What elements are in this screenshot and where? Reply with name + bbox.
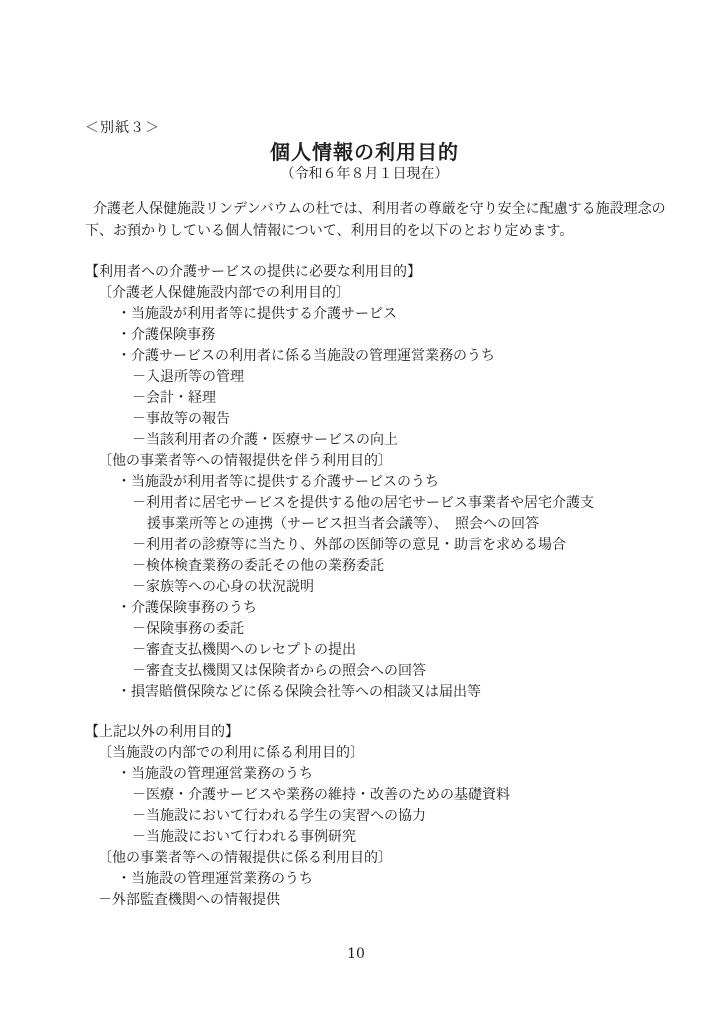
intro-paragraph [85, 198, 666, 242]
doc-line: 〔他の事業者等への情報提供に係る利用目的〕 [98, 850, 392, 866]
doc-line: －当該利用者の介護・医療サービスの向上 [132, 432, 398, 448]
doc-line: ・当施設の管理運営業務のうち [117, 766, 313, 782]
doc-line: 【利用者への介護サービスの提供に必要な利用目的】 [85, 264, 421, 280]
doc-line: －審査支払機関又は保険者からの照会への回答 [132, 663, 426, 679]
document-body [85, 262, 644, 911]
page-number: 10 [347, 946, 365, 962]
doc-line: －審査支払機関へのレセプトの提出 [132, 642, 356, 658]
doc-line: 〔他の事業者等への情報提供を伴う利用目的〕 [98, 453, 392, 469]
doc-line: ・介護保険事務 [117, 327, 215, 343]
doc-line: ・当施設が利用者等に提供する介護サービス [117, 306, 397, 322]
doc-line: －医療・介護サービスや業務の維持・改善のための基礎資料 [132, 787, 510, 803]
doc-line: 〔当施設の内部での利用に係る利用目的〕 [98, 745, 364, 761]
doc-line: －利用者に居宅サービスを提供する他の居宅サービス事業者や居宅介護支 [132, 495, 594, 511]
doc-line: ・介護保険事務のうち [117, 600, 257, 616]
doc-line: 〔介護老人保健施設内部での利用目的〕 [98, 285, 350, 301]
attachment-label: ＜別紙３＞ [85, 120, 160, 136]
page-title: 個人情報の利用目的 [270, 140, 459, 164]
doc-line: 【上記以外の利用目的】 [85, 724, 239, 740]
doc-line: 援事業所等との連携（サービス担当者会議等）、 照会への回答 [147, 516, 539, 532]
doc-line: －事故等の報告 [132, 411, 230, 427]
doc-line: －当施設において行われる事例研究 [132, 829, 356, 845]
intro-line: 下、お預かりしている個人情報について、利用目的を以下のとおり定めます。 [85, 223, 574, 239]
date-note: （令和６年８月１日現在） [280, 166, 449, 182]
doc-line: －入退所等の管理 [132, 369, 244, 385]
doc-line: －当施設において行われる学生の実習への協力 [132, 808, 426, 824]
doc-line: －利用者の診療等に当たり、外部の医師等の意見・助言を求める場合 [132, 537, 566, 553]
doc-line: ・損害賠償保険などに係る保険会社等への相談又は届出等 [117, 684, 481, 700]
intro-line: 介護老人保健施設リンデンバウムの杜では、利用者の尊厳を守り安全に配慮する施設理念の [93, 201, 666, 217]
doc-line: －検体検査業務の委託その他の業務委託 [132, 558, 384, 574]
doc-line: ・介護サービスの利用者に係る当施設の管理運営業務のうち [117, 348, 495, 364]
doc-line: －会計・経理 [132, 390, 216, 406]
doc-line: －家族等への心身の状況説明 [132, 579, 314, 595]
doc-line: ・当施設の管理運営業務のうち [117, 871, 313, 887]
doc-line: ・当施設が利用者等に提供する介護サービスのうち [117, 474, 439, 490]
doc-line: －保険事務の委託 [132, 621, 244, 637]
doc-line: －外部監査機関への情報提供 [98, 892, 280, 908]
